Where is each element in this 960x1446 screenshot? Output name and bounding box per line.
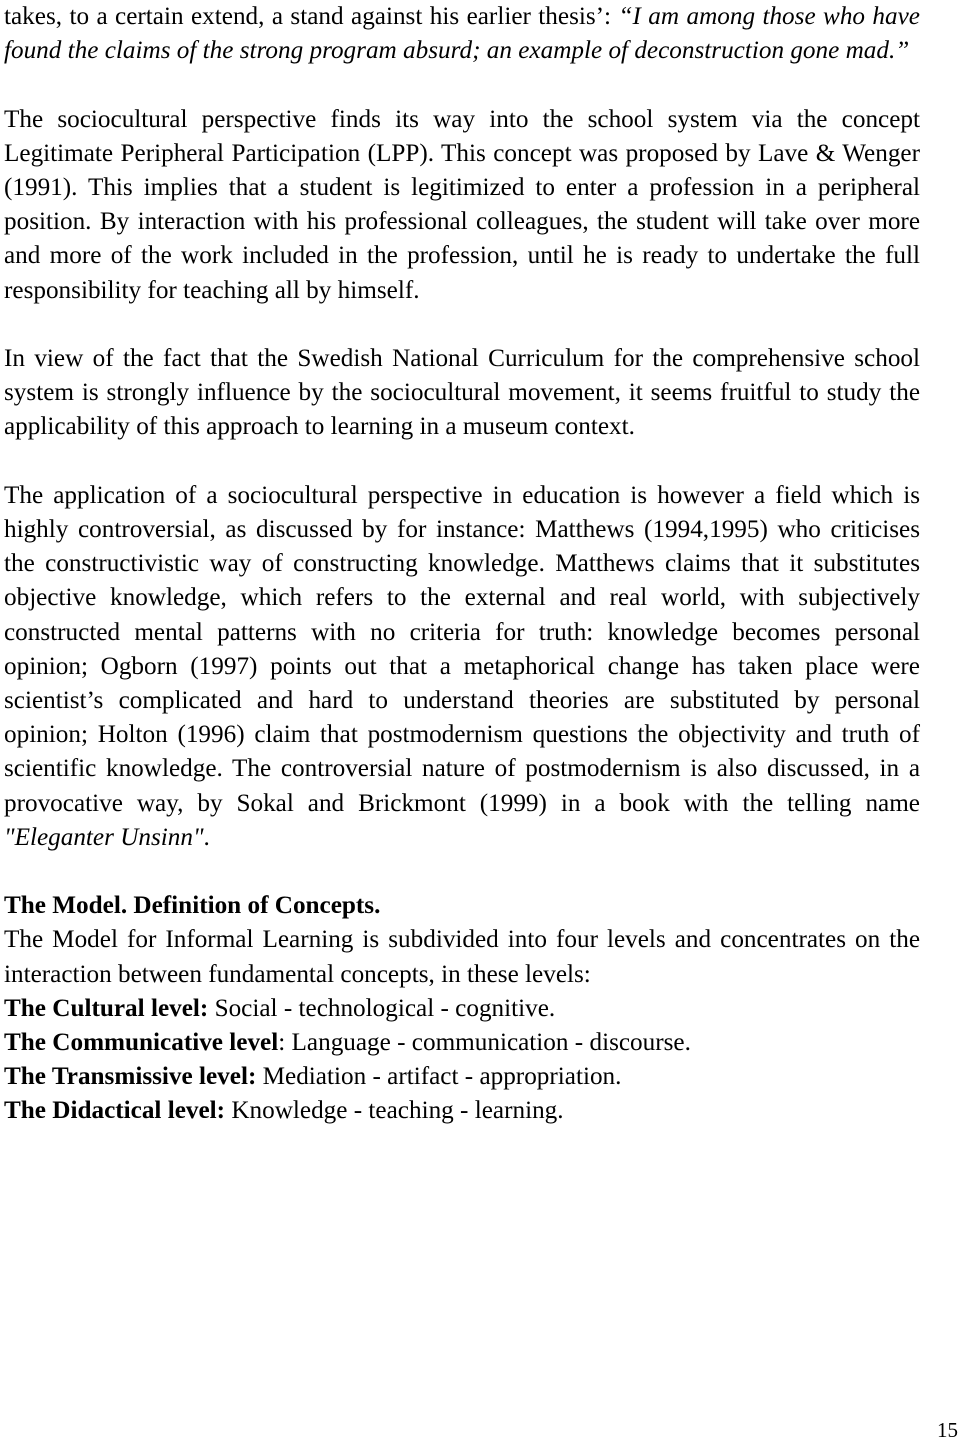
levels-list — [4, 992, 920, 1129]
controversy-paragraph — [4, 479, 920, 855]
lpp-paragraph: The sociocultural perspective finds its way into the school system via the concept Legitimate Peripheral Participation (LPP). This concept was proposed by Lave & Wenger (1991). This implies that a student is legitimized to enter a profession in a peripheral position. By interaction with his professional colleagues, the student will take over more and more of the work included in the profession, until he is ready to undertake the full responsibility for teaching all by himself. — [4, 105, 920, 304]
page-number: 15 — [937, 1418, 958, 1442]
level-label: The Transmissive level: — [4, 1063, 257, 1091]
level-label: The Didactical level: — [4, 1097, 226, 1125]
level-label: The Communicative level — [4, 1029, 279, 1057]
level-cultural — [4, 992, 920, 1026]
level-value: Knowledge - teaching - learning. — [225, 1097, 564, 1125]
level-label: The Cultural level: — [4, 994, 209, 1022]
section-heading: The Model. Definition of Concepts. — [4, 892, 381, 920]
continuation-text: takes, to a certain extend, a stand against his earlier thesis’: — [4, 3, 619, 30]
level-value: : Language - communication - discourse. — [278, 1029, 691, 1057]
controversy-end: . — [203, 823, 210, 851]
level-value: Social - technological - cognitive. — [208, 994, 556, 1022]
level-transmissive — [4, 1060, 920, 1094]
book-title: "Eleganter Unsinn" — [4, 823, 204, 851]
controversy-text: The application of a sociocultural perspective in education is however a field which is highly controversial, as discussed by for instance: Matthews (1994,1995) who criticises the constructivistic way of constructing knowledge. Matthews claims that it substitutes objective knowledge, which refers to the external and real world, with subjectively constructed mental patterns with no criteria for truth: knowledge becomes personal opinion; Ogborn (1997) points out that a metaphorical change has taken place were scientist’s complicated and hard to understand theories are substituted by personal opinion; Holton (1996) claim that postmodernism questions the objectivity and truth of scientific knowledge. The controversial nature of postmodernism is also discussed, in a provocative way, by Sokal and Brickmont (1999) in a book with the telling name — [4, 481, 920, 817]
level-communicative — [4, 1026, 920, 1060]
document-page — [4, 0, 920, 1129]
level-didactical — [4, 1094, 920, 1128]
model-intro-paragraph: The Model for Informal Learning is subdivided into four levels and concentrates on the interaction between fundamental concepts, in these levels: — [4, 926, 920, 988]
quotation: “I am among those who have found the claims of the strong program absurd; an example of deconstruction gone mad.” — [4, 3, 920, 65]
level-value: Mediation - artifact - appropriation. — [256, 1063, 622, 1091]
curriculum-paragraph: In view of the fact that the Swedish National Curriculum for the comprehensive school system is strongly influence by the sociocultural movement, it seems fruitful to study the applicability of this approach to learning in a museum context. — [4, 345, 920, 441]
continuation-paragraph — [4, 0, 920, 68]
